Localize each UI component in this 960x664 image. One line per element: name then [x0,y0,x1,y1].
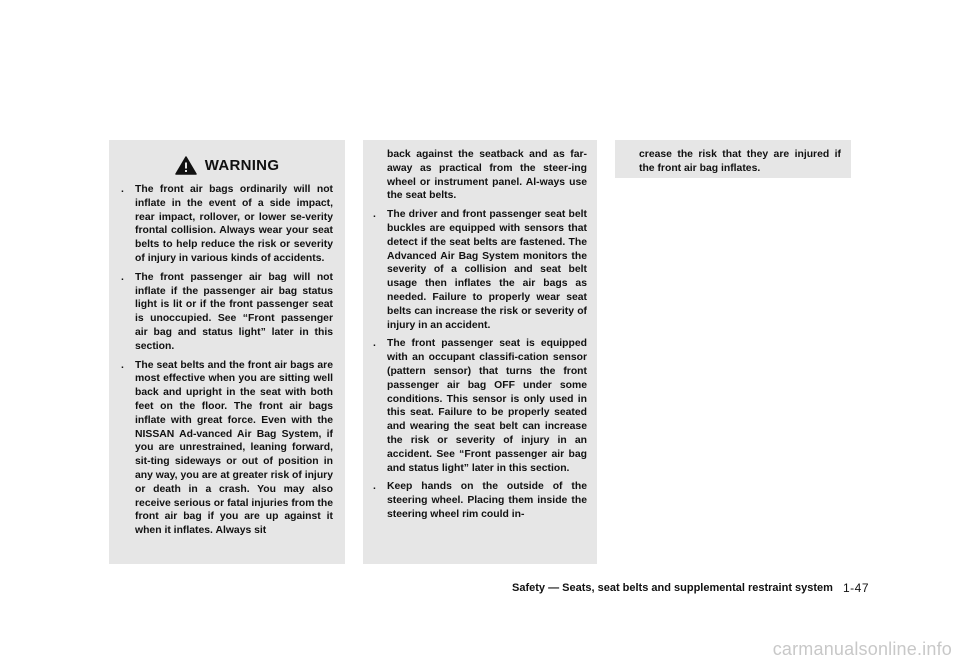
page-footer [489,580,869,596]
list-item [373,208,587,332]
list-item [121,271,333,354]
list-item [121,359,333,538]
warning-header [121,156,333,175]
bullet-marker: . [121,271,124,283]
bullet-text: The seat belts and the front air bags are most effective when you are sitting well back and upright in the seat with both feet on the floor. The front air bags inflate with great force. Even with the NISSAN Ad-vanced Air Bag System, if you are unrestrained, leaning forward, sit-ting sideways or out of position in any way, you are at greater risk of injury or death in a crash. You may also receive serious or fatal injuries from the front air bag if you are up against it when it inflates. Always sit [135,359,333,537]
bullet-text: The front passenger seat is equipped with an occupant classifi-cation sensor (pattern sensor) that turns the front passenger air bag OFF under some conditions. This sensor is only used in this seat. Failure to be properly seated and wearing the seat belt can increase the risk or severity of injury in an accident. See “Front passenger air bag and status light” later in this section. [387,338,587,474]
warning-triangle-icon [175,156,197,175]
footer-section-title: Safety — Seats, seat belts and supplemental restraint system [512,582,833,594]
bullet-text: The front air bags ordinarily will not inflate in the event of a side impact, rear impact, rollover, or lower se-verity frontal collision. Always wear your seat belts to help reduce the risk or severity of injury in various kinds of accidents. [135,184,333,264]
bullet-text: The front passenger air bag will not inflate if the passenger air bag status light is lit or if the front passenger seat is unoccupied. See “Front passenger air bag and status light” later in this section. [135,271,333,352]
list-item [121,183,333,266]
continuation-text [625,148,841,176]
list-item [373,480,587,521]
bullet-text: Keep hands on the outside of the steering wheel. Placing them inside the steering wheel rim could in- [387,481,587,520]
continuation-text [373,148,587,203]
bullet-marker: . [373,481,376,493]
bullet-marker: . [121,184,124,195]
watermark: carmanualsonline.info [772,639,952,659]
bullet-marker: . [121,359,124,371]
continuation-body: back against the seatback and as far-away as practical from the steer-ing wheel or instrument panel. Al-ways use the seat belts. [387,149,587,202]
bullet-marker: . [373,209,376,221]
warning-panel-column-2 [363,140,597,564]
warning-panel-column-3 [615,140,851,178]
list-item [373,337,587,475]
bullet-text: The driver and front passenger seat belt buckles are equipped with sensors that detect if the seat belts are fastened. The Advanced Air Bag System monitors the severity of a collision and seat belt usage then inflates the air bags as needed. Failure to properly wear seat belts can increase the risk or severity of injury in an accident. [387,209,587,331]
continuation-body: crease the risk that they are injured if the front air bag inflates. [639,149,841,174]
warning-panel-column-1 [109,140,345,564]
bullet-marker: . [373,338,376,350]
page-number: 1-47 [842,581,869,595]
warning-title: WARNING [204,157,280,174]
